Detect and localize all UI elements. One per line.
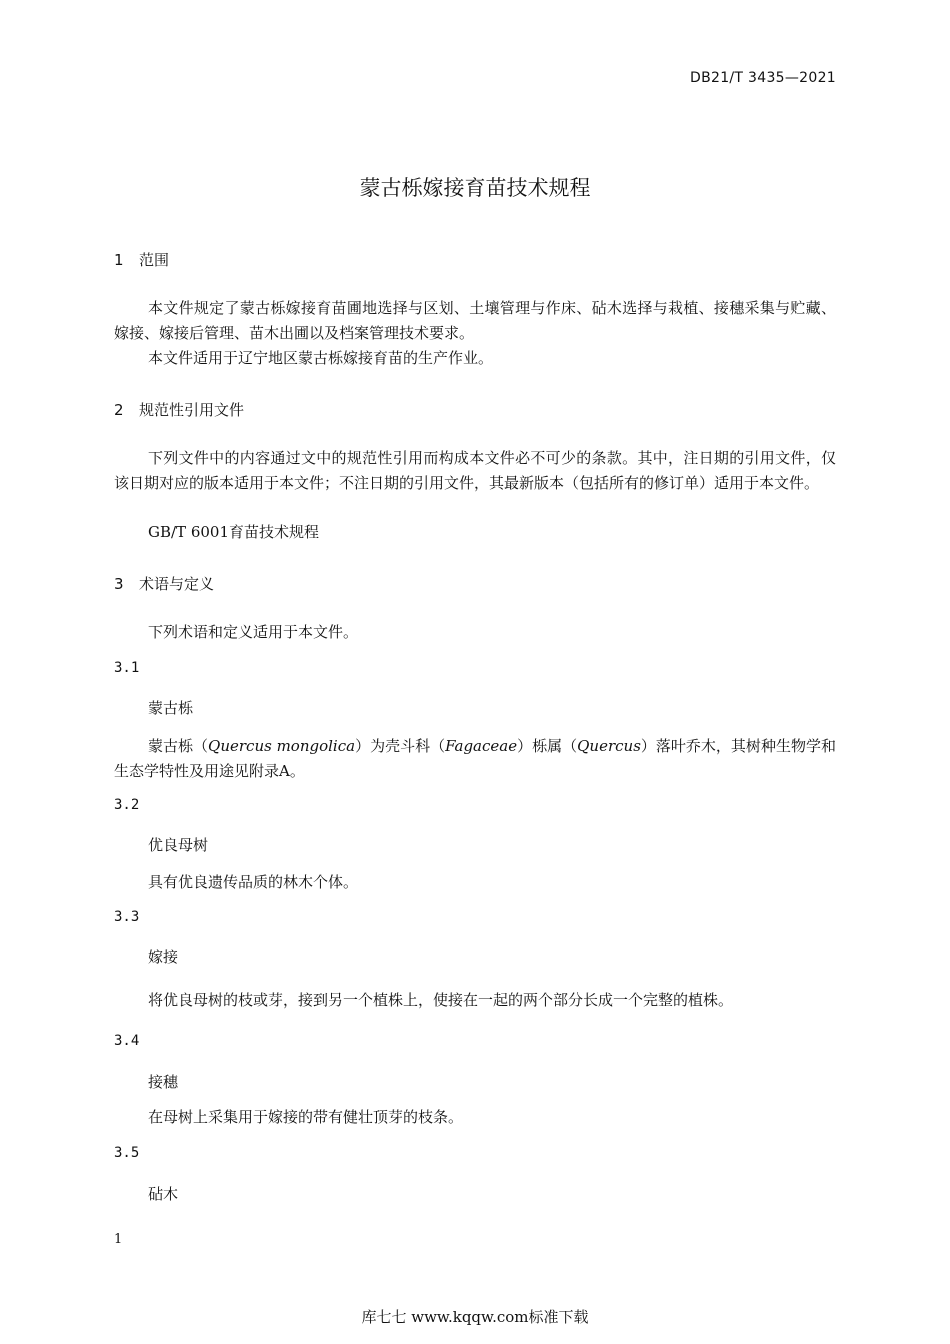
section-1-paragraph-2: 本文件适用于辽宁地区蒙古栎嫁接育苗的生产作业。 (148, 349, 494, 367)
footer-watermark: 库七七 www.kqqw.com标准下载 (361, 1308, 589, 1326)
section-number: 2 (114, 401, 124, 419)
definition-text: 蒙古栎（ (148, 737, 209, 755)
section-number: 3 (114, 575, 124, 593)
term-definition (114, 734, 836, 783)
standard-id: DB21/T 3435—2021 (690, 70, 836, 86)
section-2-paragraph-1: 下列文件中的内容通过文中的规范性引用而构成本文件必不可少的条款。其中，注日期的引用文件，仅该日期对应的版本适用于本文件；不注日期的引用文件，其最新版本（包括所有的修订单）适用于本文件。 (114, 449, 836, 492)
term-definition: 具有优良遗传品质的林木个体。 (148, 873, 359, 891)
section-3-intro: 下列术语和定义适用于本文件。 (148, 623, 359, 641)
term-definition: 在母树上采集用于嫁接的带有健壮顶芽的枝条。 (148, 1108, 464, 1126)
term-number: 3.2 (114, 797, 140, 813)
term-number: 3.4 (114, 1033, 140, 1049)
latin-name: Fagaceae (445, 737, 518, 755)
term-number: 3.5 (114, 1145, 140, 1161)
latin-name: Quercus mongolica (208, 737, 356, 755)
definition-text: ）栎属（ (517, 737, 578, 755)
section-3-heading (114, 573, 214, 594)
section-title: 规范性引用文件 (139, 401, 245, 419)
section-2-heading (114, 399, 244, 420)
page-number: 1 (114, 1232, 123, 1247)
normative-reference: GB/T 6001育苗技术规程 (148, 523, 320, 541)
section-title: 范围 (139, 251, 170, 269)
section-1-heading (114, 249, 169, 270)
term-name: 接穗 (148, 1073, 179, 1091)
term-number: 3.1 (114, 660, 140, 676)
latin-name: Quercus (577, 737, 641, 755)
page-title: 蒙古栎嫁接育苗技术规程 (359, 176, 591, 200)
term-number: 3.3 (114, 909, 140, 925)
term-name: 优良母树 (148, 836, 209, 854)
section-number: 1 (114, 251, 124, 269)
term-name: 嫁接 (148, 948, 179, 966)
term-definition: 将优良母树的枝或芽，接到另一个植株上，使接在一起的两个部分长成一个完整的植株。 (148, 991, 734, 1009)
section-title: 术语与定义 (139, 575, 215, 593)
definition-text: ）落叶乔木，其树种生物学和生态学特性及用途见附录A。 (114, 737, 836, 780)
term-name: 蒙古栎 (148, 699, 194, 717)
definition-text: ）为壳斗科（ (355, 737, 446, 755)
term-name: 砧木 (148, 1185, 179, 1203)
section-1-paragraph-1: 本文件规定了蒙古栎嫁接育苗圃地选择与区划、土壤管理与作床、砧木选择与栽植、接穗采集与贮藏、嫁接、嫁接后管理、苗木出圃以及档案管理技术要求。 (114, 299, 836, 342)
